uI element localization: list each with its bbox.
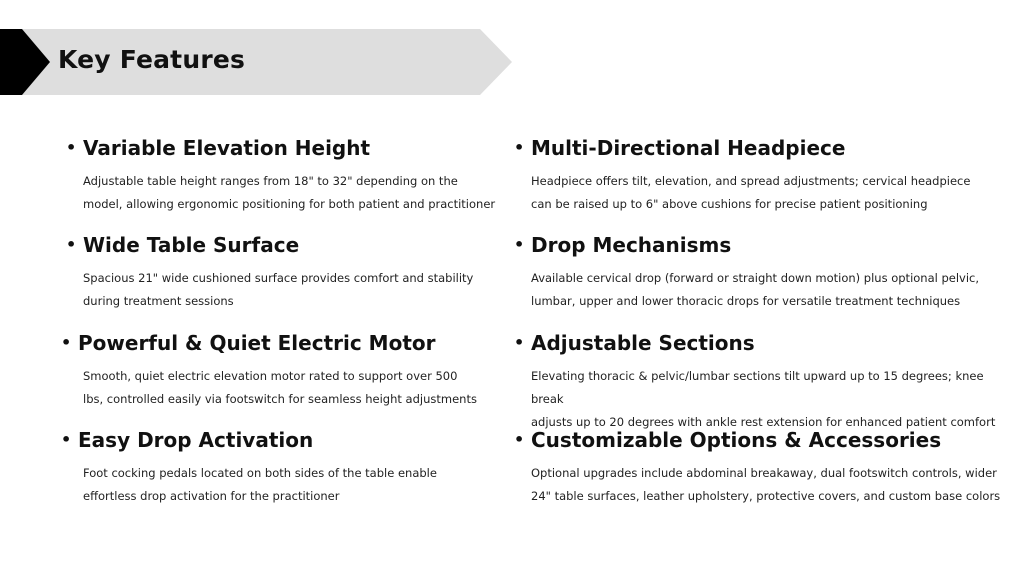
feature-description: Available cervical drop (forward or straight down motion) plus optional pelvic, lumbar, upper and lower thoracic drops for versatile treatment techniques <box>531 271 980 308</box>
feature-item <box>61 330 553 411</box>
feature-title <box>514 330 1001 356</box>
feature-title <box>66 232 553 258</box>
feature-item <box>514 232 1001 313</box>
feature-title-text: Drop Mechanisms <box>531 233 732 257</box>
feature-title <box>514 135 1001 161</box>
feature-description: Spacious 21" wide cushioned surface provides comfort and stability during treatment sessions <box>83 271 474 308</box>
page-title: Key Features <box>58 45 246 74</box>
bullet-icon: • <box>61 430 72 449</box>
feature-title <box>61 427 553 453</box>
feature-title <box>66 135 553 161</box>
bullet-icon: • <box>66 138 77 157</box>
feature-description: Adjustable table height ranges from 18" to 32" depending on the model, allowing ergonomic positioning for both patient and practitioner <box>83 174 496 211</box>
feature-item <box>66 232 553 313</box>
feature-description: Foot cocking pedals located on both sides of the table enable effortless drop activation for the practitioner <box>83 466 437 503</box>
bullet-icon: • <box>514 333 525 352</box>
bullet-icon: • <box>514 138 525 157</box>
feature-item <box>514 330 1001 434</box>
feature-item <box>66 135 553 216</box>
feature-description: Headpiece offers tilt, elevation, and spread adjustments; cervical headpiece can be raised up to 6" above cushions for precise patient positioning <box>531 174 971 211</box>
header-banner <box>0 29 512 95</box>
feature-title-text: Easy Drop Activation <box>78 428 314 452</box>
feature-title <box>514 232 1001 258</box>
feature-title-text: Variable Elevation Height <box>83 136 371 160</box>
feature-item <box>514 135 1001 216</box>
feature-title-text: Powerful & Quiet Electric Motor <box>78 331 436 355</box>
bullet-icon: • <box>514 430 525 449</box>
feature-description: Elevating thoracic & pelvic/lumbar sections tilt upward up to 15 degrees; knee break adjusts up to 20 degrees with ankle rest extension for enhanced patient comfort <box>531 369 996 429</box>
feature-description: Smooth, quiet electric elevation motor rated to support over 500 lbs, controlled easily via footswitch for seamless height adjustments <box>83 369 477 406</box>
feature-title-text: Multi-Directional Headpiece <box>531 136 846 160</box>
bullet-icon: • <box>61 333 72 352</box>
feature-title-text: Adjustable Sections <box>531 331 755 355</box>
feature-description: Optional upgrades include abdominal breakaway, dual footswitch controls, wider 24" table surfaces, leather upholstery, protective covers, and custom base colors <box>531 466 1001 503</box>
feature-title <box>514 427 1001 453</box>
feature-title-text: Wide Table Surface <box>83 233 300 257</box>
feature-item <box>514 427 1001 508</box>
bullet-icon: • <box>66 235 77 254</box>
feature-item <box>61 427 553 508</box>
feature-title-text: Customizable Options & Accessories <box>531 428 942 452</box>
feature-title <box>61 330 553 356</box>
bullet-icon: • <box>514 235 525 254</box>
